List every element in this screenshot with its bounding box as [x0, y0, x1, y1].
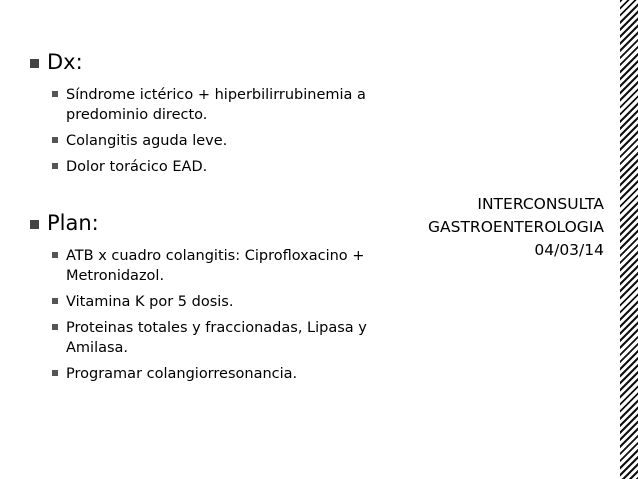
square-bullet-icon — [52, 298, 58, 304]
dx-heading-text: Dx: — [47, 50, 83, 74]
list-item: Proteinas totales y fraccionadas, Lipasa y Amilasa. — [30, 318, 370, 358]
dx-section — [30, 52, 370, 177]
list-item: ATB x cuadro colangitis: Ciprofloxacino + Metronidazol. — [30, 246, 370, 286]
list-item: Vitamina K por 5 dosis. — [30, 292, 370, 312]
square-bullet-icon — [52, 252, 58, 258]
square-bullet-icon — [52, 91, 58, 97]
square-bullet-icon — [52, 370, 58, 376]
decorative-stripe — [620, 0, 638, 479]
plan-heading-text: Plan: — [47, 211, 99, 235]
list-item: Dolor torácico EAD. — [30, 157, 370, 177]
consult-date: 04/03/14 — [534, 241, 604, 259]
list-item: Colangitis aguda leve. — [30, 131, 370, 151]
square-bullet-icon — [52, 163, 58, 169]
plan-section — [30, 213, 370, 384]
dx-list — [30, 85, 370, 177]
interconsulta-block — [364, 193, 604, 262]
dx-heading — [30, 52, 370, 73]
list-item: Programar colangiorresonancia. — [30, 364, 370, 384]
plan-list — [30, 246, 370, 384]
square-bullet-icon — [52, 137, 58, 143]
square-bullet-icon — [30, 220, 39, 229]
square-bullet-icon — [52, 324, 58, 330]
department-name: GASTROENTEROLOGIA — [428, 218, 604, 236]
slide-content — [30, 52, 370, 390]
list-item: Síndrome ictérico + hiperbilirrubinemia a predominio directo. — [30, 85, 370, 125]
interconsulta-title: INTERCONSULTA — [477, 195, 604, 213]
square-bullet-icon — [30, 59, 39, 68]
plan-heading — [30, 213, 370, 234]
